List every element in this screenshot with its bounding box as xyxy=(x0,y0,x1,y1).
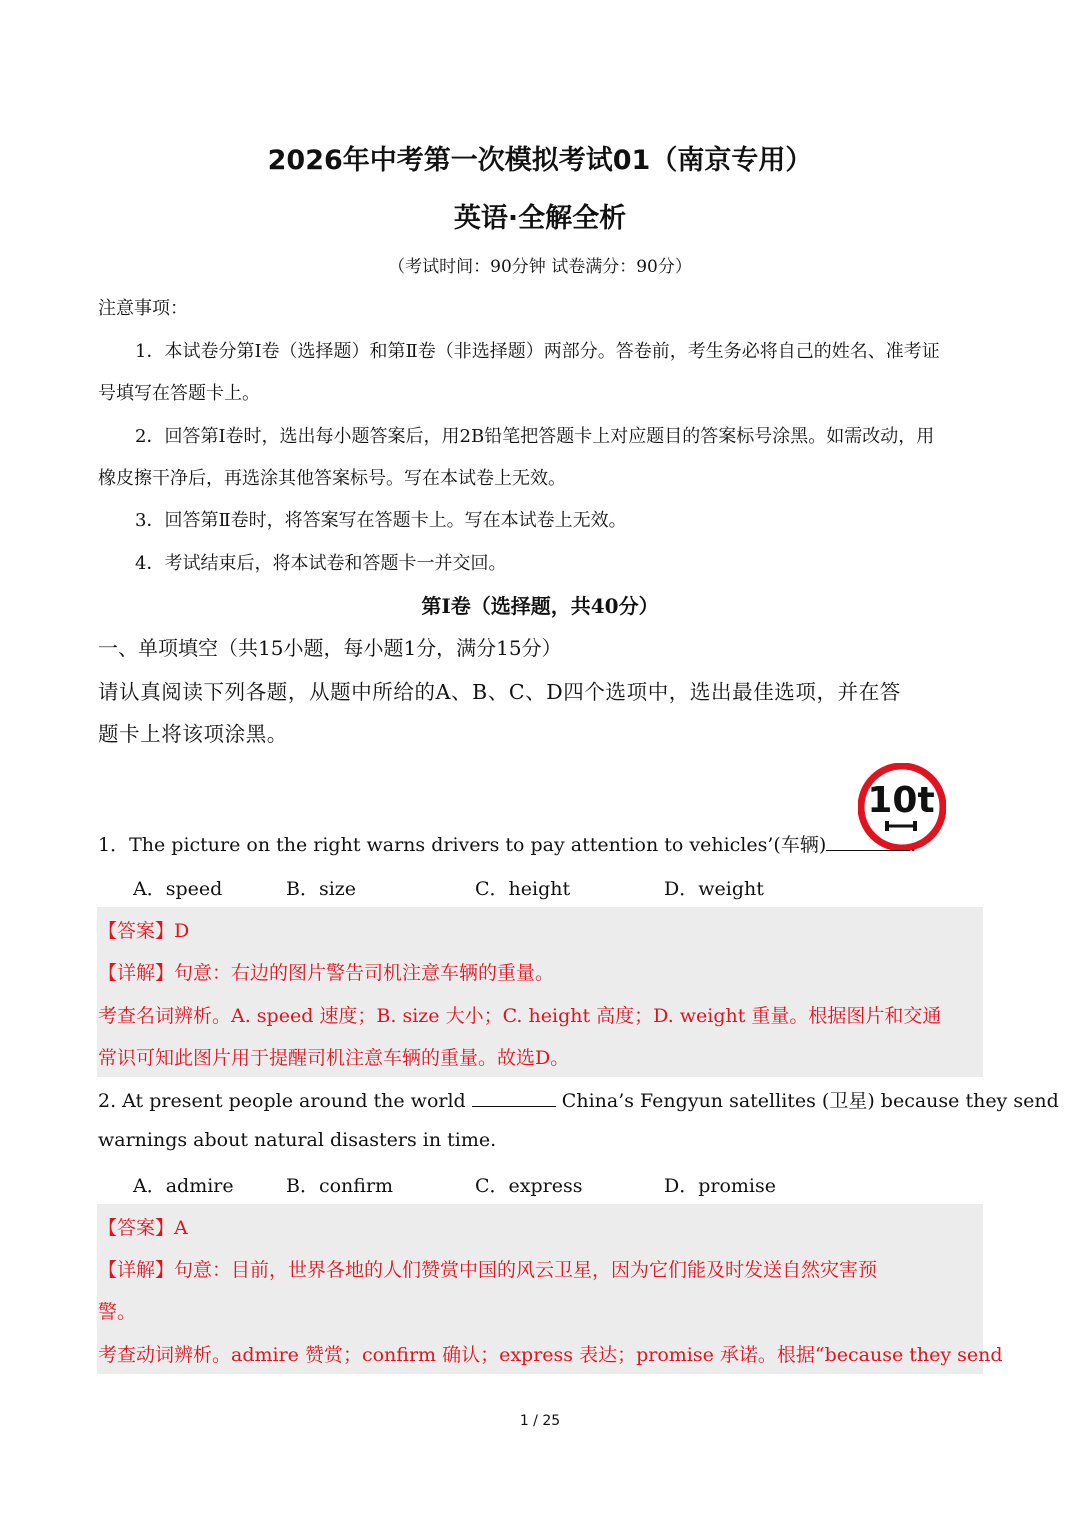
answer-blank xyxy=(472,1091,556,1107)
notice-heading: 注意事项： xyxy=(98,298,188,319)
question-1-stem xyxy=(98,830,916,857)
notice-item: 橡皮擦干净后，再选涂其他答案标号。写在本试卷上无效。 xyxy=(98,468,566,489)
notice-item: 2．回答第Ⅰ卷时，选出每小题答案后，用2B铅笔把答题卡上对应题目的答案标号涂黑。如需改动，用 xyxy=(135,426,935,447)
option-b: B．size xyxy=(286,878,357,900)
detail-1: 【详解】句意：右边的图片警告司机注意车辆的重量。 xyxy=(98,962,555,984)
question-2-stem xyxy=(98,1086,1059,1113)
analysis-1: 考查名词辨析。A. speed 速度；B. size 大小；C. height 高度；D. weight 重量。根据图片和交通 xyxy=(98,1005,942,1027)
answer-2: 【答案】A xyxy=(98,1217,188,1239)
instruction: 请认真阅读下列各题，从题中所给的A、B、C、D四个选项中，选出最佳选项，并在答 xyxy=(98,680,901,704)
page-subtitle: 英语·全解全析 xyxy=(453,203,627,234)
notice-item: 号填写在答题卡上。 xyxy=(98,383,260,404)
detail-2: 【详解】句意：目前，世界各地的人们赞赏中国的风云卫星，因为它们能及时发送自然灾害预 xyxy=(98,1259,878,1281)
notice-item: 1．本试卷分第Ⅰ卷（选择题）和第Ⅱ卷（非选择题）两部分。答卷前，考生务必将自己的姓名、准考证 xyxy=(135,341,940,362)
answer-blank xyxy=(826,835,910,851)
instruction: 题卡上将该项涂黑。 xyxy=(98,722,288,746)
question-2-text: 2. At present people around the world xyxy=(98,1090,466,1112)
notice-item: 3．回答第Ⅱ卷时，将答案写在答题卡上。写在本试卷上无效。 xyxy=(135,510,627,531)
page-number: 1 / 25 xyxy=(519,1413,561,1429)
sign-text: 10t xyxy=(867,780,935,821)
section-title: 第Ⅰ卷（选择题，共40分） xyxy=(421,594,659,618)
answer-1: 【答案】D xyxy=(98,920,190,942)
option-c: C．height xyxy=(475,878,571,900)
option-a: A．admire xyxy=(133,1175,234,1197)
part-title: 一、单项填空（共15小题，每小题1分，满分15分） xyxy=(98,636,562,660)
question-1-text: 1．The picture on the right warns drivers to pay attention to vehicles’(车辆) xyxy=(98,834,827,856)
analysis-2: 考查动词辨析。admire 赞赏；confirm 确认；express 表达；promise 承诺。根据“because they send xyxy=(98,1344,1003,1366)
option-d: D．promise xyxy=(664,1175,777,1197)
question-2-text: China’s Fengyun satellites (卫星) because they send xyxy=(561,1090,1059,1112)
option-c: C．express xyxy=(475,1175,583,1197)
option-b: B．confirm xyxy=(286,1175,394,1197)
option-a: A．speed xyxy=(133,878,223,900)
notice-item: 4．考试结束后，将本试卷和答题卡一并交回。 xyxy=(135,553,507,574)
option-d: D．weight xyxy=(664,878,764,900)
detail-2: 警。 xyxy=(98,1301,137,1323)
analysis-1: 常识可知此图片用于提醒司机注意车辆的重量。故选D。 xyxy=(98,1047,570,1069)
question-2-stem-cont: warnings about natural disasters in time. xyxy=(98,1129,497,1151)
question-1-end: . xyxy=(910,834,917,856)
exam-meta: （考试时间：90分钟 试卷满分：90分） xyxy=(388,257,692,277)
page-title: 2026年中考第一次模拟考试01（南京专用） xyxy=(267,145,813,176)
